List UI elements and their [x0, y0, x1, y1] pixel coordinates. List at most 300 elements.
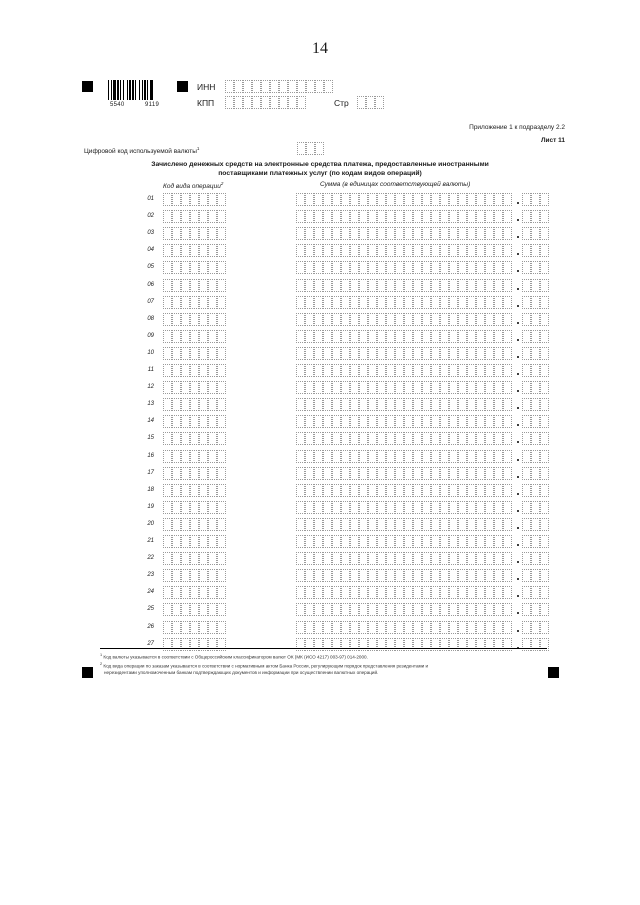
input-cell[interactable]	[190, 535, 199, 548]
operation-code-cells[interactable]	[163, 603, 226, 616]
input-cell[interactable]	[368, 398, 377, 411]
input-cell[interactable]	[540, 586, 549, 599]
input-cell[interactable]	[440, 210, 449, 223]
input-cell[interactable]	[350, 569, 359, 582]
input-cell[interactable]	[404, 535, 413, 548]
input-cell[interactable]	[172, 381, 181, 394]
input-cell[interactable]	[296, 261, 305, 274]
input-cell[interactable]	[503, 193, 512, 206]
input-cell[interactable]	[163, 518, 172, 531]
input-cell[interactable]	[172, 569, 181, 582]
input-cell[interactable]	[217, 621, 226, 634]
input-cell[interactable]	[467, 347, 476, 360]
input-cell[interactable]	[296, 244, 305, 257]
input-cell[interactable]	[296, 518, 305, 531]
input-cell[interactable]	[494, 467, 503, 480]
input-cell[interactable]	[163, 569, 172, 582]
input-cell[interactable]	[431, 484, 440, 497]
input-cell[interactable]	[404, 330, 413, 343]
input-cell[interactable]	[234, 96, 243, 109]
input-cell[interactable]	[323, 415, 332, 428]
input-cell[interactable]	[314, 381, 323, 394]
input-cell[interactable]	[467, 518, 476, 531]
input-cell[interactable]	[494, 244, 503, 257]
input-cell[interactable]	[377, 621, 386, 634]
input-cell[interactable]	[190, 244, 199, 257]
input-cell[interactable]	[395, 330, 404, 343]
amount-integer-cells[interactable]	[296, 552, 512, 565]
input-cell[interactable]	[297, 80, 306, 93]
input-cell[interactable]	[314, 279, 323, 292]
input-cell[interactable]	[305, 432, 314, 445]
input-cell[interactable]	[359, 330, 368, 343]
input-cell[interactable]	[422, 484, 431, 497]
input-cell[interactable]	[503, 244, 512, 257]
input-cell[interactable]	[531, 313, 540, 326]
input-cell[interactable]	[395, 603, 404, 616]
input-cell[interactable]	[440, 193, 449, 206]
input-cell[interactable]	[431, 586, 440, 599]
input-cell[interactable]	[395, 535, 404, 548]
input-cell[interactable]	[503, 484, 512, 497]
input-cell[interactable]	[190, 552, 199, 565]
amount-decimal-cells[interactable]	[522, 279, 549, 292]
input-cell[interactable]	[476, 501, 485, 514]
input-cell[interactable]	[449, 467, 458, 480]
input-cell[interactable]	[332, 398, 341, 411]
input-cell[interactable]	[181, 586, 190, 599]
input-cell[interactable]	[350, 313, 359, 326]
input-cell[interactable]	[341, 330, 350, 343]
input-cell[interactable]	[350, 586, 359, 599]
input-cell[interactable]	[359, 313, 368, 326]
input-cell[interactable]	[305, 296, 314, 309]
input-cell[interactable]	[341, 638, 350, 651]
input-cell[interactable]	[440, 415, 449, 428]
input-cell[interactable]	[323, 450, 332, 463]
input-cell[interactable]	[368, 313, 377, 326]
input-cell[interactable]	[540, 415, 549, 428]
input-cell[interactable]	[359, 518, 368, 531]
input-cell[interactable]	[341, 261, 350, 274]
input-cell[interactable]	[296, 210, 305, 223]
input-cell[interactable]	[368, 330, 377, 343]
input-cell[interactable]	[395, 586, 404, 599]
input-cell[interactable]	[350, 621, 359, 634]
input-cell[interactable]	[332, 552, 341, 565]
input-cell[interactable]	[431, 569, 440, 582]
input-cell[interactable]	[323, 552, 332, 565]
input-cell[interactable]	[305, 244, 314, 257]
input-cell[interactable]	[404, 279, 413, 292]
input-cell[interactable]	[172, 347, 181, 360]
input-cell[interactable]	[341, 381, 350, 394]
input-cell[interactable]	[314, 415, 323, 428]
amount-decimal-cells[interactable]	[522, 193, 549, 206]
input-cell[interactable]	[458, 569, 467, 582]
input-cell[interactable]	[503, 638, 512, 651]
input-cell[interactable]	[279, 96, 288, 109]
input-cell[interactable]	[217, 381, 226, 394]
input-cell[interactable]	[341, 227, 350, 240]
input-cell[interactable]	[190, 261, 199, 274]
input-cell[interactable]	[163, 313, 172, 326]
input-cell[interactable]	[540, 244, 549, 257]
input-cell[interactable]	[208, 398, 217, 411]
input-cell[interactable]	[458, 638, 467, 651]
input-cell[interactable]	[395, 381, 404, 394]
input-cell[interactable]	[503, 586, 512, 599]
input-cell[interactable]	[323, 398, 332, 411]
input-cell[interactable]	[503, 501, 512, 514]
input-cell[interactable]	[323, 586, 332, 599]
input-cell[interactable]	[350, 279, 359, 292]
input-cell[interactable]	[485, 432, 494, 445]
amount-integer-cells[interactable]	[296, 638, 512, 651]
input-cell[interactable]	[181, 415, 190, 428]
input-cell[interactable]	[323, 484, 332, 497]
input-cell[interactable]	[377, 279, 386, 292]
input-cell[interactable]	[522, 279, 531, 292]
input-cell[interactable]	[163, 638, 172, 651]
operation-code-cells[interactable]	[163, 398, 226, 411]
input-cell[interactable]	[476, 279, 485, 292]
input-cell[interactable]	[181, 638, 190, 651]
input-cell[interactable]	[350, 398, 359, 411]
input-cell[interactable]	[359, 484, 368, 497]
input-cell[interactable]	[494, 210, 503, 223]
input-cell[interactable]	[485, 518, 494, 531]
input-cell[interactable]	[404, 313, 413, 326]
input-cell[interactable]	[296, 484, 305, 497]
input-cell[interactable]	[332, 193, 341, 206]
input-cell[interactable]	[199, 210, 208, 223]
input-cell[interactable]	[404, 261, 413, 274]
input-cell[interactable]	[522, 552, 531, 565]
input-cell[interactable]	[377, 347, 386, 360]
input-cell[interactable]	[323, 347, 332, 360]
input-cell[interactable]	[494, 227, 503, 240]
input-cell[interactable]	[172, 398, 181, 411]
input-cell[interactable]	[440, 227, 449, 240]
input-cell[interactable]	[305, 227, 314, 240]
input-cell[interactable]	[458, 621, 467, 634]
input-cell[interactable]	[359, 450, 368, 463]
input-cell[interactable]	[172, 450, 181, 463]
input-cell[interactable]	[413, 415, 422, 428]
input-cell[interactable]	[199, 467, 208, 480]
input-cell[interactable]	[350, 535, 359, 548]
input-cell[interactable]	[431, 244, 440, 257]
input-cell[interactable]	[449, 313, 458, 326]
input-cell[interactable]	[163, 193, 172, 206]
input-cell[interactable]	[306, 80, 315, 93]
input-cell[interactable]	[413, 552, 422, 565]
input-cell[interactable]	[208, 313, 217, 326]
input-cell[interactable]	[404, 296, 413, 309]
input-cell[interactable]	[440, 244, 449, 257]
input-cell[interactable]	[458, 313, 467, 326]
input-cell[interactable]	[181, 535, 190, 548]
input-cell[interactable]	[494, 347, 503, 360]
input-cell[interactable]	[341, 210, 350, 223]
input-cell[interactable]	[531, 381, 540, 394]
input-cell[interactable]	[540, 501, 549, 514]
input-cell[interactable]	[314, 535, 323, 548]
input-cell[interactable]	[366, 96, 375, 109]
input-cell[interactable]	[199, 432, 208, 445]
input-cell[interactable]	[199, 193, 208, 206]
input-cell[interactable]	[217, 398, 226, 411]
input-cell[interactable]	[522, 621, 531, 634]
input-cell[interactable]	[190, 296, 199, 309]
input-cell[interactable]	[323, 296, 332, 309]
operation-code-cells[interactable]	[163, 501, 226, 514]
input-cell[interactable]	[305, 552, 314, 565]
input-cell[interactable]	[181, 364, 190, 377]
input-cell[interactable]	[503, 381, 512, 394]
input-cell[interactable]	[190, 347, 199, 360]
input-cell[interactable]	[494, 296, 503, 309]
input-cell[interactable]	[314, 432, 323, 445]
input-cell[interactable]	[476, 467, 485, 480]
input-cell[interactable]	[377, 450, 386, 463]
input-cell[interactable]	[332, 347, 341, 360]
input-cell[interactable]	[377, 638, 386, 651]
input-cell[interactable]	[422, 381, 431, 394]
input-cell[interactable]	[377, 552, 386, 565]
input-cell[interactable]	[494, 501, 503, 514]
input-cell[interactable]	[305, 193, 314, 206]
input-cell[interactable]	[422, 347, 431, 360]
operation-code-cells[interactable]	[163, 569, 226, 582]
input-cell[interactable]	[296, 313, 305, 326]
input-cell[interactable]	[522, 193, 531, 206]
amount-integer-cells[interactable]	[296, 330, 512, 343]
input-cell[interactable]	[431, 398, 440, 411]
input-cell[interactable]	[386, 450, 395, 463]
input-cell[interactable]	[395, 210, 404, 223]
input-cell[interactable]	[181, 603, 190, 616]
input-cell[interactable]	[217, 484, 226, 497]
input-cell[interactable]	[476, 227, 485, 240]
input-cell[interactable]	[332, 313, 341, 326]
input-cell[interactable]	[485, 279, 494, 292]
input-cell[interactable]	[467, 415, 476, 428]
input-cell[interactable]	[422, 638, 431, 651]
operation-code-cells[interactable]	[163, 518, 226, 531]
input-cell[interactable]	[377, 330, 386, 343]
input-cell[interactable]	[422, 279, 431, 292]
input-cell[interactable]	[217, 347, 226, 360]
input-cell[interactable]	[163, 381, 172, 394]
input-cell[interactable]	[503, 621, 512, 634]
input-cell[interactable]	[404, 415, 413, 428]
input-cell[interactable]	[359, 279, 368, 292]
input-cell[interactable]	[296, 227, 305, 240]
input-cell[interactable]	[476, 330, 485, 343]
input-cell[interactable]	[440, 518, 449, 531]
input-cell[interactable]	[413, 313, 422, 326]
input-cell[interactable]	[359, 535, 368, 548]
input-cell[interactable]	[440, 603, 449, 616]
input-cell[interactable]	[458, 330, 467, 343]
input-cell[interactable]	[531, 535, 540, 548]
input-cell[interactable]	[449, 432, 458, 445]
input-cell[interactable]	[422, 261, 431, 274]
input-cell[interactable]	[208, 279, 217, 292]
input-cell[interactable]	[332, 621, 341, 634]
input-cell[interactable]	[217, 330, 226, 343]
input-cell[interactable]	[540, 347, 549, 360]
input-cell[interactable]	[323, 501, 332, 514]
input-cell[interactable]	[199, 261, 208, 274]
input-cell[interactable]	[190, 586, 199, 599]
input-cell[interactable]	[368, 586, 377, 599]
amount-decimal-cells[interactable]	[522, 484, 549, 497]
input-cell[interactable]	[431, 603, 440, 616]
input-cell[interactable]	[531, 210, 540, 223]
input-cell[interactable]	[190, 227, 199, 240]
input-cell[interactable]	[368, 603, 377, 616]
input-cell[interactable]	[449, 296, 458, 309]
input-cell[interactable]	[458, 261, 467, 274]
amount-decimal-cells[interactable]	[522, 210, 549, 223]
input-cell[interactable]	[305, 381, 314, 394]
input-cell[interactable]	[467, 330, 476, 343]
input-cell[interactable]	[181, 313, 190, 326]
input-cell[interactable]	[368, 484, 377, 497]
amount-integer-cells[interactable]	[296, 467, 512, 480]
amount-integer-cells[interactable]	[296, 450, 512, 463]
input-cell[interactable]	[341, 193, 350, 206]
operation-code-cells[interactable]	[163, 621, 226, 634]
input-cell[interactable]	[341, 467, 350, 480]
input-cell[interactable]	[296, 364, 305, 377]
input-cell[interactable]	[332, 415, 341, 428]
input-cell[interactable]	[181, 279, 190, 292]
input-cell[interactable]	[540, 261, 549, 274]
input-cell[interactable]	[377, 261, 386, 274]
input-cell[interactable]	[467, 193, 476, 206]
input-cell[interactable]	[332, 518, 341, 531]
input-cell[interactable]	[449, 501, 458, 514]
amount-integer-cells[interactable]	[296, 432, 512, 445]
input-cell[interactable]	[404, 450, 413, 463]
input-cell[interactable]	[395, 467, 404, 480]
input-cell[interactable]	[476, 450, 485, 463]
input-cell[interactable]	[297, 142, 306, 155]
input-cell[interactable]	[323, 227, 332, 240]
input-cell[interactable]	[449, 364, 458, 377]
input-cell[interactable]	[522, 518, 531, 531]
input-cell[interactable]	[305, 535, 314, 548]
input-cell[interactable]	[494, 621, 503, 634]
input-cell[interactable]	[208, 432, 217, 445]
input-cell[interactable]	[458, 415, 467, 428]
input-cell[interactable]	[422, 398, 431, 411]
input-cell[interactable]	[217, 450, 226, 463]
input-cell[interactable]	[163, 450, 172, 463]
input-cell[interactable]	[413, 535, 422, 548]
input-cell[interactable]	[305, 501, 314, 514]
input-cell[interactable]	[181, 330, 190, 343]
input-cell[interactable]	[368, 450, 377, 463]
input-cell[interactable]	[341, 364, 350, 377]
input-cell[interactable]	[350, 552, 359, 565]
input-cell[interactable]	[199, 535, 208, 548]
input-cell[interactable]	[296, 193, 305, 206]
input-cell[interactable]	[467, 244, 476, 257]
input-cell[interactable]	[305, 638, 314, 651]
input-cell[interactable]	[190, 569, 199, 582]
operation-code-cells[interactable]	[163, 450, 226, 463]
input-cell[interactable]	[404, 227, 413, 240]
input-cell[interactable]	[305, 261, 314, 274]
input-cell[interactable]	[458, 381, 467, 394]
input-cell[interactable]	[413, 244, 422, 257]
input-cell[interactable]	[440, 313, 449, 326]
input-cell[interactable]	[296, 638, 305, 651]
input-cell[interactable]	[395, 569, 404, 582]
input-cell[interactable]	[540, 552, 549, 565]
input-cell[interactable]	[314, 518, 323, 531]
input-cell[interactable]	[323, 432, 332, 445]
input-cell[interactable]	[314, 193, 323, 206]
input-cell[interactable]	[341, 296, 350, 309]
input-cell[interactable]	[485, 484, 494, 497]
input-cell[interactable]	[323, 621, 332, 634]
input-cell[interactable]	[296, 569, 305, 582]
input-cell[interactable]	[404, 621, 413, 634]
input-cell[interactable]	[458, 279, 467, 292]
input-cell[interactable]	[181, 347, 190, 360]
input-cell[interactable]	[332, 381, 341, 394]
input-cell[interactable]	[503, 364, 512, 377]
input-cell[interactable]	[522, 381, 531, 394]
input-cell[interactable]	[422, 364, 431, 377]
input-cell[interactable]	[485, 244, 494, 257]
input-cell[interactable]	[305, 603, 314, 616]
input-cell[interactable]	[359, 569, 368, 582]
input-cell[interactable]	[395, 450, 404, 463]
input-cell[interactable]	[190, 364, 199, 377]
input-cell[interactable]	[208, 261, 217, 274]
input-cell[interactable]	[217, 415, 226, 428]
input-cell[interactable]	[503, 518, 512, 531]
input-cell[interactable]	[531, 432, 540, 445]
input-cell[interactable]	[522, 638, 531, 651]
input-cell[interactable]	[163, 603, 172, 616]
input-cell[interactable]	[314, 638, 323, 651]
input-cell[interactable]	[359, 244, 368, 257]
input-cell[interactable]	[377, 210, 386, 223]
input-cell[interactable]	[208, 330, 217, 343]
input-cell[interactable]	[386, 552, 395, 565]
input-cell[interactable]	[217, 296, 226, 309]
input-cell[interactable]	[305, 450, 314, 463]
input-cell[interactable]	[458, 227, 467, 240]
input-cell[interactable]	[324, 80, 333, 93]
input-cell[interactable]	[314, 621, 323, 634]
input-cell[interactable]	[503, 398, 512, 411]
input-cell[interactable]	[163, 621, 172, 634]
input-cell[interactable]	[531, 244, 540, 257]
input-cell[interactable]	[503, 467, 512, 480]
input-cell[interactable]	[172, 535, 181, 548]
input-cell[interactable]	[422, 313, 431, 326]
input-cell[interactable]	[359, 347, 368, 360]
